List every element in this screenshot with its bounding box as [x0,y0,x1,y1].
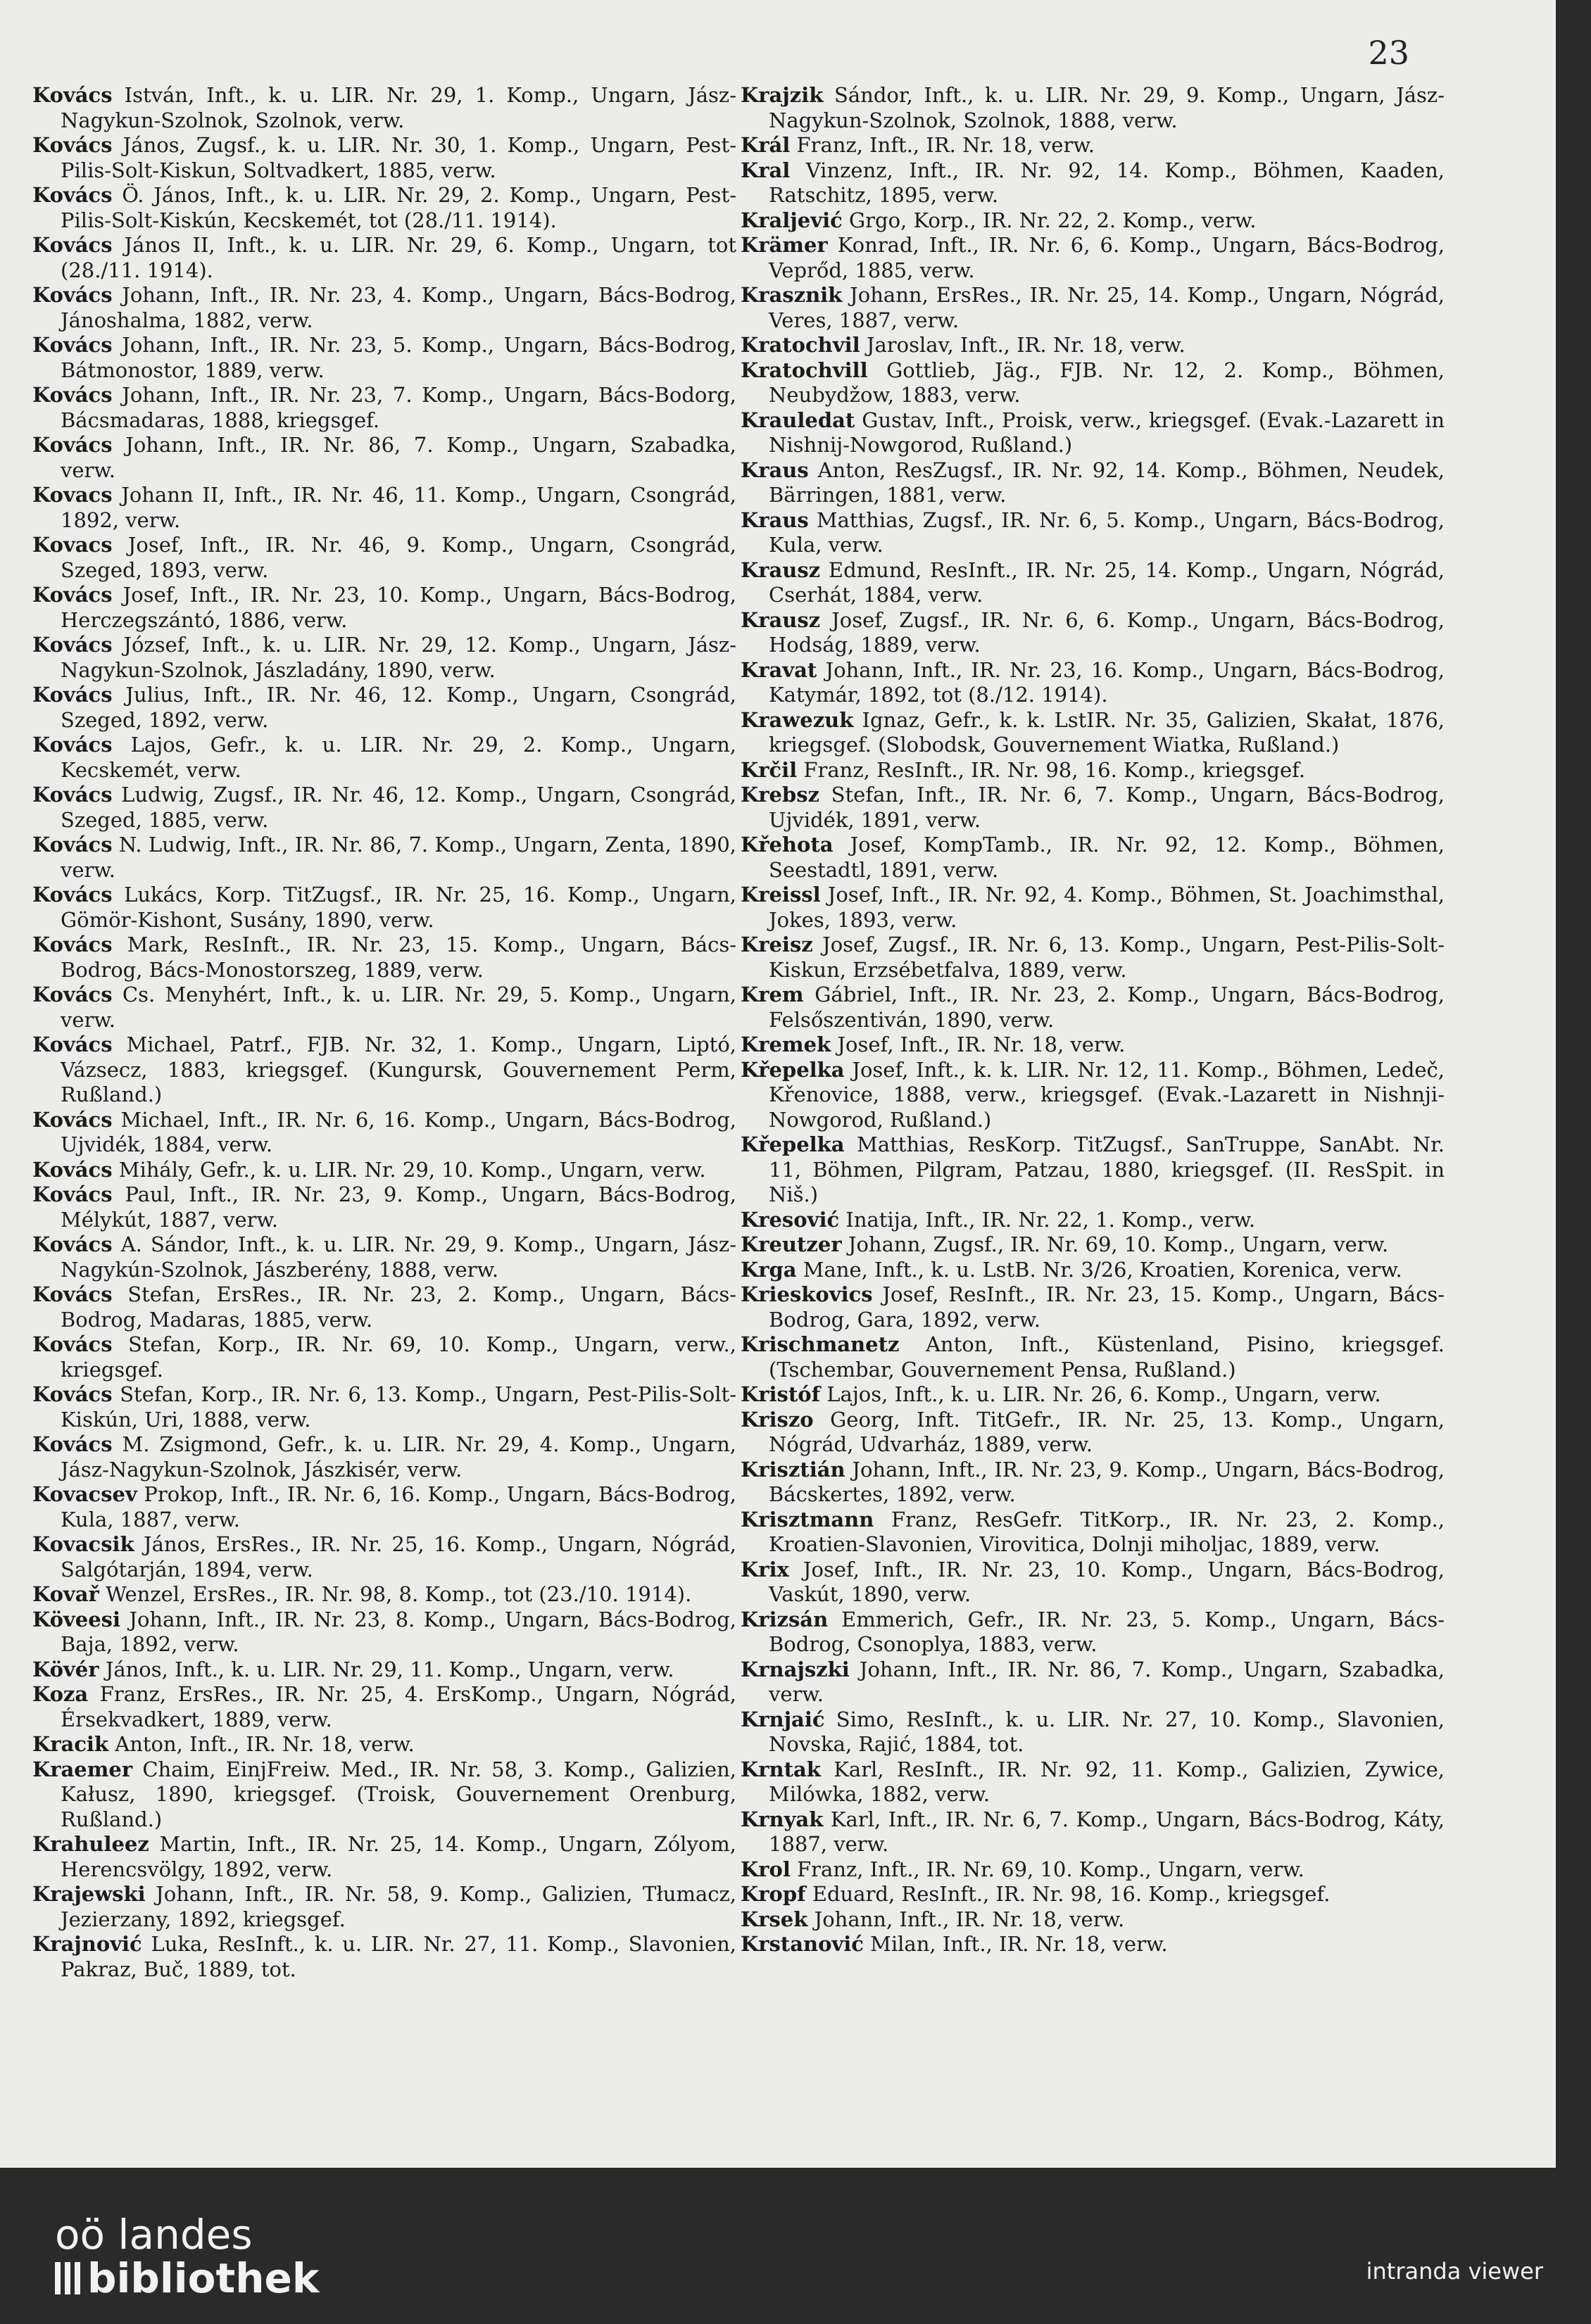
list-item [741,408,1445,458]
list-item [741,508,1445,558]
entry-details: János II, Inft., k. u. LIR. Nr. 29, 6. Komp., Ungarn, tot (28./11. 1914). [61,233,736,282]
logo-line-2 [55,2256,319,2300]
entry-surname: Křepelka [741,1132,845,1156]
list-item [32,233,736,283]
list-item [741,783,1445,833]
entry-surname: Krahuleez [32,1832,149,1856]
list-item [32,83,736,133]
entry-details: Edmund, ResInft., IR. Nr. 25, 14. Komp., Ungarn, Nógrád, Cserhát, 1884, verw. [769,557,1445,607]
list-item [741,1707,1445,1757]
list-item [32,1832,736,1882]
entry-surname: Kovács [32,633,113,657]
entry-surname: Kreisz [741,933,813,956]
entry-surname: Kremek [741,1032,831,1056]
entry-details: N. Ludwig, Inft., IR. Nr. 86, 7. Komp., Ungarn, Zenta, 1890, verw. [61,833,736,882]
entry-details: Franz, ResInft., IR. Nr. 98, 16. Komp., kriegsgef. [803,757,1306,782]
entry-surname: Krčil [741,757,798,782]
entry-details: Gottlieb, Jäg., FJB. Nr. 12, 2. Komp., Böhmen, Neubydžow, 1883, verw. [769,358,1445,407]
entry-details: Cs. Menyhért, Inft., k. u. LIR. Nr. 29, 5. Komp., Ungarn, verw. [61,983,737,1032]
entry-surname: Kovacs [32,533,113,557]
list-item [741,983,1445,1032]
viewer-footer [0,2168,1591,2324]
entry-surname: Kraemer [32,1757,133,1781]
entry-details: Konrad, Inft., IR. Nr. 6, 6. Komp., Ungarn, Bács-Bodrog, Veprőd, 1885, verw. [769,233,1445,282]
list-item [741,1608,1445,1657]
list-item [741,1907,1445,1933]
list-item [32,1382,736,1432]
entry-surname: Krieskovics [741,1282,873,1306]
list-item [741,1232,1445,1258]
entry-surname: Kovács [32,1032,113,1056]
entry-surname: Krajnović [32,1932,142,1956]
entry-details: Stefan, Inft., IR. Nr. 6, 7. Komp., Ungarn, Bács-Bodrog, Ujvidék, 1891, verw. [769,783,1445,832]
entry-surname: Krajzik [741,83,824,107]
entry-details: Josef, ResInft., IR. Nr. 23, 15. Komp., Ungarn, Bács-Bodrog, Gara, 1892, verw. [769,1282,1445,1332]
entry-details: Milan, Inft., IR. Nr. 18, verw. [870,1932,1168,1956]
entry-details: Johann, Inft., IR. Nr. 18, verw. [814,1907,1125,1931]
entry-details: A. Sándor, Inft., k. u. LIR. Nr. 29, 9. Komp., Ungarn, Jász-Nagykún-Szolnok, Jászberény, 1888, verw. [61,1232,737,1282]
entry-surname: Kövér [32,1657,99,1681]
list-item [741,1408,1445,1458]
list-item [32,1682,736,1732]
list-item [32,733,736,783]
list-item [32,583,736,633]
entry-surname: Kovács [32,433,113,457]
entry-surname: Krämer [741,233,828,257]
left-column [32,83,736,1982]
list-item [741,133,1445,158]
list-item [32,1882,736,1932]
entry-details: Josef, Inft., IR. Nr. 46, 9. Komp., Ungarn, Csongrád, Szeged, 1893, verw. [61,533,736,582]
entry-surname: Krnjaić [741,1707,825,1731]
list-item [32,983,736,1032]
entry-details: Martin, Inft., IR. Nr. 25, 14. Komp., Ungarn, Zólyom, Herencsvölgy, 1892, verw. [61,1832,737,1881]
entry-surname: Kral [741,158,791,182]
entry-details: Stefan, ErsRes., IR. Nr. 23, 2. Komp., Ungarn, Bács-Bodrog, Madaras, 1885, verw. [61,1282,737,1332]
entry-surname: Köveesi [32,1607,121,1631]
entry-surname: Kriszo [741,1407,814,1432]
list-item [741,608,1445,658]
entry-surname: Kovács [32,1107,113,1132]
entry-surname: Krauledat [741,408,855,432]
list-item [32,1482,736,1532]
list-item [741,1807,1445,1857]
list-item [32,1532,736,1582]
right-column [741,83,1445,1957]
entry-surname: Krntak [741,1757,821,1781]
entry-details: Gustav, Inft., Proisk, verw., kriegsgef. (Evak.-Lazarett in Nishnij-Nowgorod, Rußland.) [769,408,1445,457]
list-item [741,233,1445,283]
list-item [32,883,736,933]
list-item [741,83,1445,133]
page-number: 23 [1368,34,1409,72]
entry-details: István, Inft., k. u. LIR. Nr. 29, 1. Komp., Ungarn, Jász-Nagykun-Szolnok, Szolnok, verw. [61,83,736,132]
entry-surname: Krga [741,1257,797,1282]
entry-details: Johann, Inft., IR. Nr. 23, 9. Komp., Ungarn, Bács-Bodrog, Bácskertes, 1892, verw. [769,1457,1445,1506]
entry-details: Inatija, Inft., IR. Nr. 22, 1. Komp., verw. [845,1207,1256,1232]
list-item [32,283,736,333]
entry-surname: Kovacsev [32,1482,137,1506]
list-item [741,883,1445,933]
entry-surname: Kovács [32,133,113,157]
entry-details: János, ErsRes., IR. Nr. 25, 16. Komp., Ungarn, Nógrád, Salgótarján, 1894, verw. [61,1532,736,1581]
list-item [32,1657,736,1683]
list-item [32,1432,736,1482]
entry-surname: Krebsz [741,783,820,807]
entry-details: Johann, Inft., IR. Nr. 23, 4. Komp., Ungarn, Bács-Bodrog, Jánoshalma, 1882, verw. [61,283,736,332]
entry-details: Josef, Inft., IR. Nr. 18, verw. [837,1032,1126,1056]
list-item [741,1258,1445,1283]
list-item [32,783,736,833]
entry-details: Mane, Inft., k. u. LstB. Nr. 3/26, Kroatien, Korenica, verw. [803,1257,1402,1282]
logo-line-1: oö landes [55,2211,253,2259]
entry-surname: Kovács [32,1432,113,1456]
entry-details: Josef, Inft., IR. Nr. 23, 10. Komp., Ungarn, Bács-Bodrog, Vaskút, 1890, verw. [769,1557,1445,1606]
list-item [32,433,736,483]
entry-details: Grgo, Korp., IR. Nr. 22, 2. Komp., verw. [848,208,1257,232]
list-item [741,833,1445,883]
list-item [741,758,1445,783]
entry-surname: Kreissl [741,883,821,907]
entry-surname: Kovács [32,1282,113,1306]
list-item [32,933,736,983]
entry-details: Johann, ErsRes., IR. Nr. 25, 14. Komp., Ungarn, Nógrád, Veres, 1887, verw. [769,283,1445,332]
entry-details: Franz, ResGefr. TitKorp., IR. Nr. 23, 2. Komp., Kroatien-Slavonien, Virovitica, Dolnji miholjac, 1889, verw. [769,1507,1445,1556]
list-item [741,1857,1445,1883]
entry-surname: Křepelka [741,1057,845,1082]
list-item [32,833,736,883]
entry-details: Stefan, Korp., IR. Nr. 6, 13. Komp., Ungarn, Pest-Pilis-Solt-Kiskún, Uri, 1888, verw. [61,1382,736,1432]
entry-surname: Kovács [32,1157,113,1182]
entry-details: Karl, ResInft., IR. Nr. 92, 11. Komp., Galizien, Zywice, Milówka, 1882, verw. [769,1757,1445,1806]
entry-details: Franz, ErsRes., IR. Nr. 25, 4. ErsKomp., Ungarn, Nógrád, Érsekvadkert, 1889, verw. [61,1682,736,1731]
list-item [32,1232,736,1282]
list-item [32,533,736,583]
list-item [741,708,1445,758]
entry-details: Vinzenz, Inft., IR. Nr. 92, 14. Komp., Böhmen, Kaaden, Ratschitz, 1895, verw. [769,158,1445,207]
entry-surname: Kresović [741,1207,840,1232]
entry-surname: Koza [32,1682,89,1706]
list-item [32,683,736,733]
entry-details: Anton, Inft., IR. Nr. 18, verw. [115,1732,415,1756]
list-item [741,1657,1445,1707]
list-item [32,1932,736,1982]
list-item [741,1132,1445,1208]
entry-details: Emmerich, Gefr., IR. Nr. 23, 5. Komp., Ungarn, Bács-Bodrog, Csonoplya, 1883, verw. [769,1607,1445,1656]
list-item [32,483,736,533]
entry-details: Ö. János, Inft., k. u. LIR. Nr. 29, 2. Komp., Ungarn, Pest-Pilis-Solt-Kiskún, Kecskemét, tot (28./11. 1914). [61,183,736,232]
list-item [32,333,736,383]
list-item [741,208,1445,234]
entry-surname: Krstanović [741,1932,864,1956]
entry-details: Jaroslav, Inft., IR. Nr. 18, verw. [866,333,1186,357]
entry-details: Michael, Inft., IR. Nr. 6, 16. Komp., Ungarn, Bács-Bodrog, Ujvidék, 1884, verw. [61,1107,737,1156]
entry-surname: Krol [741,1857,791,1881]
entry-details: Stefan, Korp., IR. Nr. 69, 10. Komp., Ungarn, verw., kriegsgef. [61,1332,736,1382]
entry-details: Wenzel, ErsRes., IR. Nr. 98, 8. Komp., tot (23./10. 1914). [106,1582,692,1606]
entry-surname: Krausz [741,607,821,632]
entry-details: Johann, Zugsf., IR. Nr. 69, 10. Komp., Ungarn, verw. [848,1232,1389,1256]
entry-details: Josef, Inft., IR. Nr. 92, 4. Komp., Böhmen, St. Joachimsthal, Jokes, 1893, verw. [769,883,1445,932]
entry-surname: Kropf [741,1882,806,1906]
list-item [741,1882,1445,1907]
entry-details: Prokop, Inft., IR. Nr. 6, 16. Komp., Ungarn, Bács-Bodrog, Kula, 1887, verw. [61,1482,736,1532]
entry-details: Julius, Inft., IR. Nr. 46, 12. Komp., Ungarn, Csongrád, Szeged, 1892, verw. [61,683,736,732]
entry-surname: Kristóf [741,1382,821,1406]
entry-surname: Krasznik [741,283,843,307]
entry-surname: Krnyak [741,1807,824,1831]
entry-surname: Kovács [32,283,113,307]
entry-details: Franz, Inft., IR. Nr. 69, 10. Komp., Ungarn, verw. [797,1857,1304,1881]
list-item [32,1582,736,1608]
list-item [741,1032,1445,1058]
entry-surname: Kovács [32,1332,113,1356]
list-item [32,1182,736,1232]
entry-surname: Kovács [32,933,113,956]
entry-details: Johann, Inft., IR. Nr. 58, 9. Komp., Galizien, Tłumacz, Jezierzany, 1892, kriegsgef. [61,1882,737,1931]
entry-surname: Král [741,133,791,157]
list-item [741,1332,1445,1382]
entry-details: Sándor, Inft., k. u. LIR. Nr. 29, 9. Komp., Ungarn, Jász-Nagykun-Szolnok, Szolnok, 1888, verw. [769,83,1445,132]
entry-details: Johann, Inft., IR. Nr. 23, 7. Komp., Ungarn, Bács-Bodorg, Bácsmadaras, 1888, kriegsgef. [61,383,736,432]
entry-details: Josef, Inft., IR. Nr. 23, 10. Komp., Ungarn, Bács-Bodrog, Herczegszántó, 1886, verw. [61,583,737,632]
entry-details: Josef, Inft., k. k. LIR. Nr. 12, 11. Komp., Böhmen, Ledeč, Křenovice, 1888, verw., kriegsgef. (Evak.-Lazarett in Nishnji-Nowgorod, Rußland.) [769,1057,1445,1132]
entry-surname: Kovács [32,1382,113,1406]
list-item [32,133,736,183]
list-item [741,283,1445,333]
entry-surname: Kovács [32,783,113,807]
list-item [741,558,1445,608]
list-item [741,1382,1445,1408]
entry-details: Lajos, Inft., k. u. LIR. Nr. 26, 6. Komp., Ungarn, verw. [826,1382,1381,1406]
list-item [741,1558,1445,1608]
entry-surname: Krem [741,983,804,1006]
entry-surname: Kovács [32,583,113,607]
entry-details: Johann, Inft., IR. Nr. 23, 8. Komp., Ungarn, Bács-Bodrog, Baja, 1892, verw. [61,1607,737,1656]
entry-surname: Krausz [741,557,821,582]
entry-surname: Kovař [32,1582,99,1606]
entry-details: Eduard, ResInft., IR. Nr. 98, 16. Komp., kriegsgef. [812,1882,1331,1906]
entry-surname: Kratochvil [741,333,860,357]
entry-surname: Křehota [741,833,834,857]
list-item [32,1158,736,1183]
entry-details: Lukács, Korp. TitZugsf., IR. Nr. 25, 16. Komp., Ungarn, Gömör-Kishont, Susány, 1890, verw. [61,883,736,932]
entry-details: Paul, Inft., IR. Nr. 23, 9. Komp., Ungarn, Bács-Bodrog, Mélykút, 1887, verw. [61,1182,736,1232]
entry-surname: Kovács [32,83,113,107]
list-item [741,358,1445,408]
list-item [741,1458,1445,1508]
entry-surname: Kravat [741,657,817,682]
entry-details: Josef, Zugsf., IR. Nr. 6, 13. Komp., Ungarn, Pest-Pilis-Solt-Kiskun, Erzsébetfalva, 1889, verw. [769,933,1445,982]
entry-surname: Kovacs [32,483,113,507]
list-item [741,1058,1445,1133]
entry-surname: Krajewski [32,1882,146,1906]
entry-surname: Krisztián [741,1457,845,1482]
list-item [741,1208,1445,1233]
list-item [741,933,1445,983]
logo-line-2-text: bibliothek [87,2254,320,2302]
entry-details: M. Zsigmond, Gefr., k. u. LIR. Nr. 29, 4. Komp., Ungarn, Jász-Nagykun-Szolnok, Jászkisér, verw. [61,1432,736,1482]
entry-surname: Kovács [32,1232,113,1256]
entry-surname: Kovacsik [32,1532,134,1556]
list-item [741,333,1445,358]
entry-details: József, Inft., k. u. LIR. Nr. 29, 12. Komp., Ungarn, Jász-Nagykun-Szolnok, Jászladány, 1890, verw. [61,633,736,682]
entry-details: Gábriel, Inft., IR. Nr. 23, 2. Komp., Ungarn, Bács-Bodrog, Felsőszentiván, 1890, verw. [769,983,1445,1032]
entry-surname: Kraus [741,457,809,482]
entry-surname: Krix [741,1557,789,1581]
list-item [741,1757,1445,1807]
list-item [32,1108,736,1158]
library-logo[interactable] [55,2213,319,2300]
list-item [32,1732,736,1757]
entry-surname: Kovács [32,333,113,357]
entry-surname: Krisztmann [741,1507,874,1532]
entry-surname: Krizsán [741,1607,829,1631]
entry-surname: Kovács [32,233,113,257]
list-item [741,1932,1445,1957]
entry-surname: Kracik [32,1732,109,1756]
entry-details: Lajos, Gefr., k. u. LIR. Nr. 29, 2. Komp., Ungarn, Kecskemét, verw. [61,733,737,782]
list-item [32,1757,736,1833]
entry-details: Ludwig, Zugsf., IR. Nr. 46, 12. Komp., Ungarn, Csongrád, Szeged, 1885, verw. [61,783,737,832]
entry-details: Johann, Inft., IR. Nr. 86, 7. Komp., Ungarn, Szabadka, verw. [769,1657,1445,1706]
entry-surname: Kovács [32,833,113,857]
entry-details: Johann, Inft., IR. Nr. 23, 5. Komp., Ungarn, Bács-Bodrog, Bátmonostor, 1889, verw. [61,333,736,382]
entry-details: Mark, ResInft., IR. Nr. 23, 15. Komp., Ungarn, Bács-Bodrog, Bács-Monostorszeg, 1889, verw. [61,933,737,982]
entry-details: Mihály, Gefr., k. u. LIR. Nr. 29, 10. Komp., Ungarn, verw. [118,1157,706,1182]
list-item [32,383,736,433]
entry-details: Franz, Inft., IR. Nr. 18, verw. [796,133,1095,157]
logo-bars-icon [55,2262,80,2294]
entry-details: János, Inft., k. u. LIR. Nr. 29, 11. Komp., Ungarn, verw. [105,1657,674,1681]
entry-surname: Kovács [32,883,113,907]
entry-surname: Kovács [32,383,113,407]
entry-details: Johann, Inft., IR. Nr. 23, 16. Komp., Ungarn, Bács-Bodrog, Katymár, 1892, tot (8./12. 1914). [769,657,1445,707]
list-item [32,183,736,233]
entry-details: Chaim, EinjFreiw. Med., IR. Nr. 58, 3. Komp., Galizien, Kałusz, 1890, kriegsgef. (Troisk, Gouvernement Orenburg, Rußland.) [61,1757,736,1831]
entry-details: Anton, ResZugsf., IR. Nr. 92, 14. Komp., Böhmen, Neudek, Bärringen, 1881, verw. [769,457,1445,507]
entry-surname: Kovács [32,983,113,1006]
entry-surname: Kratochvill [741,358,868,382]
entry-details: János, Zugsf., k. u. LIR. Nr. 30, 1. Komp., Ungarn, Pest-Pilis-Solt-Kiskun, Soltvadkert, 1885, verw. [61,133,737,182]
entry-surname: Kovács [32,183,113,207]
entry-surname: Kraljević [741,208,843,232]
entry-details: Josef, Zugsf., IR. Nr. 6, 6. Komp., Ungarn, Bács-Bodrog, Hodság, 1889, verw. [769,607,1445,657]
entry-details: Anton, Inft., Küstenland, Pisino, kriegsgef. (Tschembar, Gouvernement Pensa, Rußland.) [769,1332,1445,1382]
entry-surname: Krischmanetz [741,1332,900,1356]
list-item [741,1282,1445,1332]
entry-surname: Krawezuk [741,707,854,732]
entry-surname: Kovács [32,683,113,707]
list-item [32,1608,736,1657]
entry-details: Ignaz, Gefr., k. k. LstIR. Nr. 35, Galizien, Skałat, 1876, kriegsgef. (Slobodsk, Gouvernement Wiatka, Rußland.) [769,707,1445,757]
list-item [741,1508,1445,1558]
entry-details: Simo, ResInft., k. u. LIR. Nr. 27, 10. Komp., Slavonien, Novska, Rajić, 1884, tot. [769,1707,1445,1756]
list-item [32,1032,736,1108]
entry-details: Josef, KompTamb., IR. Nr. 92, 12. Komp., Böhmen, Seestadtl, 1891, verw. [769,833,1445,882]
list-item [741,658,1445,708]
entry-details: Matthias, ResKorp. TitZugsf., SanTruppe, SanAbt. Nr. 11, Böhmen, Pilgram, Patzau, 1880, kriegsgef. (II. ResSpit. in Niš.) [769,1132,1445,1206]
entry-surname: Krsek [741,1907,808,1931]
list-item [741,458,1445,508]
entry-details: Karl, Inft., IR. Nr. 6, 7. Komp., Ungarn, Bács-Bodrog, Káty, 1887, verw. [769,1807,1445,1856]
entry-details: Matthias, Zugsf., IR. Nr. 6, 5. Komp., Ungarn, Bács-Bodrog, Kula, verw. [769,507,1445,557]
entry-details: Georg, Inft. TitGefr., IR. Nr. 25, 13. Komp., Ungarn, Nógrád, Udvarház, 1889, verw. [769,1407,1445,1456]
entry-surname: Kovács [32,1182,113,1206]
entry-surname: Kreutzer [741,1232,842,1256]
list-item [741,158,1445,208]
entry-surname: Krnajszki [741,1657,850,1681]
entry-details: Johann, Inft., IR. Nr. 86, 7. Komp., Ungarn, Szabadka, verw. [61,433,737,482]
entry-details: Luka, ResInft., k. u. LIR. Nr. 27, 11. Komp., Slavonien, Pakraz, Buč, 1889, tot. [61,1932,736,1981]
list-item [32,1332,736,1382]
list-item [32,1282,736,1332]
entry-details: Michael, Patrf., FJB. Nr. 32, 1. Komp., Ungarn, Liptó, Vázsecz, 1883, kriegsgef. (Kungursk, Gouvernement Perm, Rußland.) [61,1032,736,1106]
list-item [32,633,736,683]
entry-surname: Kraus [741,507,809,532]
viewer-label[interactable]: intranda viewer [1366,2258,1543,2285]
entry-surname: Kovács [32,733,113,757]
entry-details: Johann II, Inft., IR. Nr. 46, 11. Komp., Ungarn, Csongrád, 1892, verw. [61,483,736,532]
